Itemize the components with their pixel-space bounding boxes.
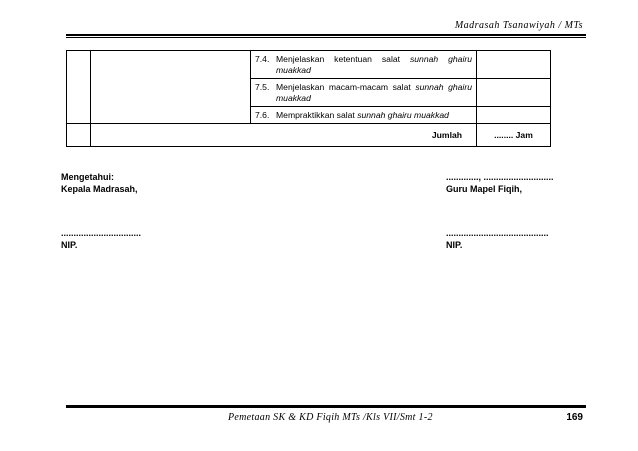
teacher-nip: NIP. bbox=[446, 240, 463, 250]
header-rule-thin bbox=[66, 37, 586, 38]
table-cell-no bbox=[67, 51, 91, 124]
item-text: Menjelaskan macam-macam salat bbox=[276, 82, 416, 92]
item-number: 7.6. bbox=[255, 110, 270, 120]
item-text-italic: sunnah ghairu muakkad bbox=[276, 54, 472, 75]
footer-rule bbox=[66, 405, 586, 408]
page-header-title: Madrasah Tsanawiyah / MTs bbox=[454, 20, 583, 31]
acknowledged-label: Mengetahui: bbox=[61, 172, 114, 182]
item-text: Mempraktikkan salat bbox=[276, 110, 358, 120]
table-row bbox=[67, 51, 551, 79]
item-text-italic: sunnah ghairu muakkad bbox=[276, 82, 472, 103]
table-cell-time bbox=[477, 51, 551, 79]
total-hours: ........ Jam bbox=[477, 124, 551, 147]
date-placeholder: ............., ............................ bbox=[446, 172, 554, 182]
header-rule bbox=[66, 34, 586, 36]
signature-name-left bbox=[61, 227, 141, 251]
total-label: Jumlah bbox=[91, 124, 477, 147]
principal-nip: NIP. bbox=[61, 240, 78, 250]
footer-text: Pemetaan SK & KD Fiqih MTs /Kls VII/Smt 1-2 bbox=[228, 412, 433, 423]
item-number: 7.5. bbox=[255, 82, 270, 92]
principal-title: Kepala Madrasah, bbox=[61, 184, 138, 194]
signature-name-right bbox=[446, 227, 549, 251]
principal-name-line: ................................ bbox=[61, 228, 142, 238]
table-cell-indicator bbox=[251, 107, 477, 124]
signature-block-left bbox=[61, 171, 138, 195]
page-number: 169 bbox=[566, 412, 583, 423]
item-text-italic: sunnah ghairu muakkad bbox=[357, 110, 449, 120]
table-cell-indicator bbox=[251, 51, 477, 79]
table-row-total bbox=[67, 124, 551, 147]
table-cell-standard bbox=[91, 51, 251, 124]
table-cell-no bbox=[67, 124, 91, 147]
item-text: Menjelaskan ketentuan salat bbox=[276, 54, 410, 64]
teacher-title: Guru Mapel Fiqih, bbox=[446, 184, 522, 194]
item-number: 7.4. bbox=[255, 54, 270, 64]
table-cell-indicator bbox=[251, 79, 477, 107]
competency-table bbox=[66, 50, 551, 147]
teacher-name-line: ......................................... bbox=[446, 228, 549, 238]
table-cell-time bbox=[477, 107, 551, 124]
table-cell-time bbox=[477, 79, 551, 107]
signature-block-right bbox=[446, 171, 554, 195]
